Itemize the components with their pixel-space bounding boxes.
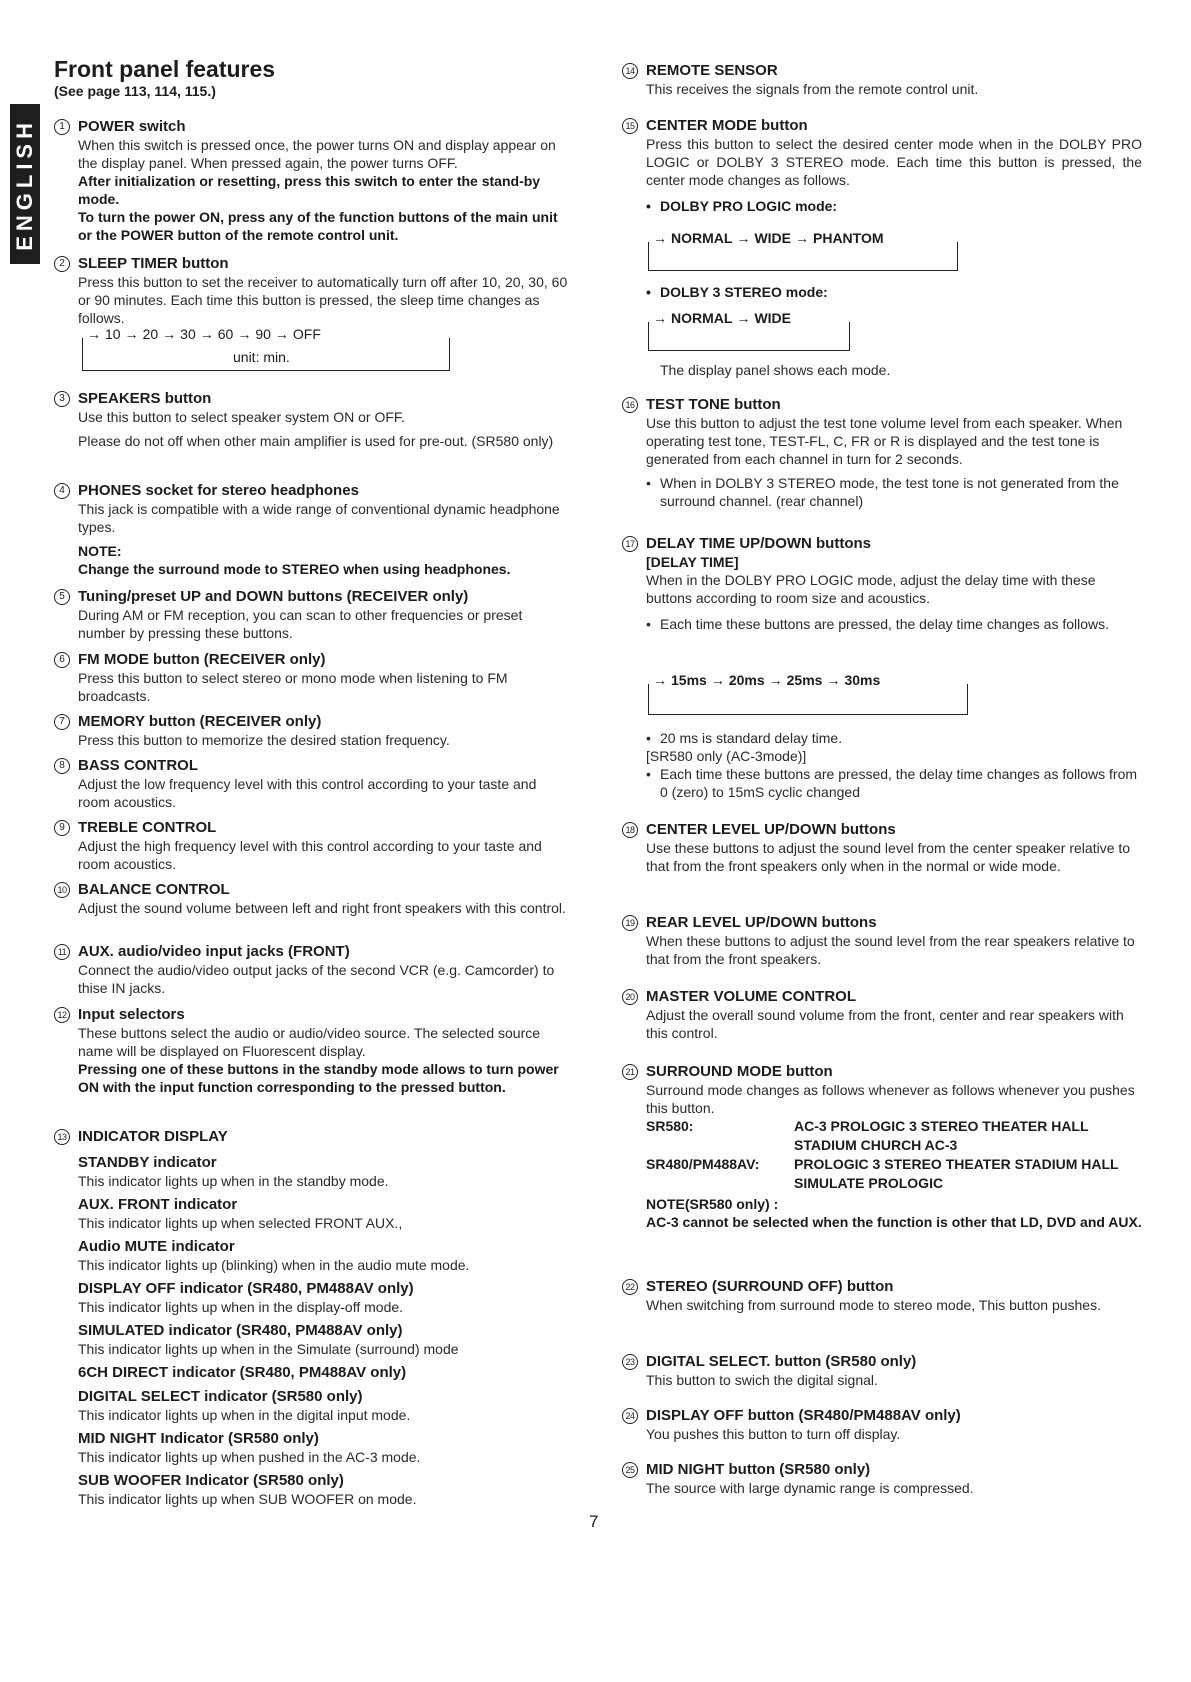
indicator-body: This indicator lights up when in the standby mode. (78, 1173, 389, 1189)
page-number: 7 (589, 1512, 599, 1531)
indicator-body: This indicator lights up when in the digital input mode. (78, 1407, 411, 1423)
item-body: Adjust the overall sound volume from the front, center and rear speakers with this control. (646, 1007, 1124, 1041)
seq-step: WIDE (754, 310, 791, 326)
seq-step: 30 (180, 326, 196, 342)
item-bullet: • 20 ms is standard delay time. (646, 729, 1142, 747)
item-body: When this switch is pressed once, the power turns ON and display appear on the display panel. When pressed again, the power turns OFF. (78, 137, 556, 171)
indicator-title: Audio MUTE indicator (78, 1238, 235, 1255)
item-title: REMOTE SENSOR (646, 62, 778, 79)
mode-label: • DOLBY 3 STEREO mode: (646, 283, 1142, 301)
feature-item (54, 757, 572, 811)
feature-item (622, 1353, 1142, 1389)
feature-item (622, 1278, 1142, 1314)
feature-item (54, 255, 572, 327)
seq-step: 60 (217, 326, 234, 342)
page-subtitle: (See page 113, 114, 115.) (54, 83, 216, 99)
item-title: Tuning/preset UP and DOWN buttons (RECEIVER only) (78, 588, 469, 605)
language-tab (10, 104, 40, 264)
pro-logic-sequence-diagram: → NORMAL → WIDE → PHANTOM (648, 242, 958, 271)
feature-item (54, 588, 572, 642)
seq-step: 30ms (844, 672, 881, 688)
indicator-title: DIGITAL SELECT indicator (SR580 only) (78, 1388, 363, 1405)
item-number: 21 (622, 1064, 638, 1080)
indicator-title: MID NIGHT Indicator (SR580 only) (78, 1430, 319, 1447)
feature-item (622, 117, 1142, 215)
feature-item-cont (622, 283, 1142, 301)
item-title: BALANCE CONTROL (78, 881, 230, 898)
item-title: TEST TONE button (646, 396, 781, 413)
item-body: Use this button to adjust the test tone volume level from each speaker. When operating test tone, TEST-FL, C, FR or R is displayed and the test tone is generated from each channel in turn for 2 seconds. (646, 415, 1123, 467)
item-body: You pushes this button to turn off display. (646, 1426, 901, 1442)
indicator-body: This indicator lights up when in the display-off mode. (78, 1299, 404, 1315)
delay-sequence-diagram: → 15ms → 20ms → 25ms → 30ms (648, 684, 968, 715)
feature-item (622, 535, 1142, 633)
indicator-body: This indicator lights up (blinking) when in the audio mute mode. (78, 1257, 470, 1273)
mode-label: • DOLBY PRO LOGIC mode: (646, 197, 1142, 215)
feature-item (54, 819, 572, 873)
note-label: NOTE: (78, 543, 122, 559)
language-tab-label: ENGLISH (12, 117, 37, 251)
feature-item (622, 1461, 1142, 1497)
item-number: 20 (622, 989, 638, 1005)
item-title: DISPLAY OFF button (SR480/PM488AV only) (646, 1407, 961, 1424)
item-title: DIGITAL SELECT. button (SR580 only) (646, 1353, 917, 1370)
item-number: 15 (622, 118, 638, 134)
seq-step: NORMAL (671, 230, 733, 246)
three-stereo-sequence-diagram: → NORMAL → WIDE (648, 322, 850, 351)
item-number: 2 (54, 256, 70, 272)
feature-item-cont (622, 729, 1142, 801)
seq-step: 90 (255, 326, 271, 342)
item-title: SPEAKERS button (78, 390, 212, 407)
model-modes: PROLOGIC 3 STEREO THEATER STADIUM HALL SIMULATE PROLOGIC (794, 1156, 1119, 1191)
indicator-body: This indicator lights up when pushed in the AC-3 mode. (78, 1449, 421, 1465)
item-title: TREBLE CONTROL (78, 819, 217, 836)
item-number: 24 (622, 1408, 638, 1424)
model-label: SR480/PM488AV: (646, 1156, 760, 1172)
item-number: 18 (622, 822, 638, 838)
item-body: These buttons select the audio or audio/video source. The selected source name will be displayed on Fluorescent display. (78, 1025, 541, 1059)
indicator-list (54, 1154, 572, 1508)
feature-item (54, 482, 572, 578)
indicator-title: AUX. FRONT indicator (78, 1196, 238, 1213)
feature-item (54, 118, 572, 244)
item-title: MEMORY button (RECEIVER only) (78, 713, 322, 730)
item-body: Press this button to memorize the desired station frequency. (78, 732, 450, 748)
item-number: 7 (54, 714, 70, 730)
indicator-body: This indicator lights up when in the Simulate (surround) mode (78, 1341, 459, 1357)
feature-item (54, 390, 572, 450)
feature-item (54, 881, 572, 917)
item-bold-note: To turn the power ON, press any of the function buttons of the main unit or the POWER button of the remote control unit. (78, 209, 558, 243)
seq-step: 10 (105, 326, 121, 342)
item-bold-note: Change the surround mode to STEREO when using headphones. (78, 561, 511, 577)
item-body: When in the DOLBY PRO LOGIC mode, adjust the delay time with these buttons according to room size and acoustics. (646, 572, 1096, 606)
item-title: DELAY TIME UP/DOWN buttons (646, 535, 871, 552)
indicator-title: SIMULATED indicator (SR480, PM488AV only) (78, 1322, 403, 1339)
surround-mode-table (646, 1117, 1142, 1193)
feature-item (622, 1063, 1142, 1231)
item-body: Adjust the low frequency level with this control according to your taste and room acoustics. (78, 776, 537, 810)
feature-item (54, 713, 572, 749)
item-subtitle: [DELAY TIME] (646, 554, 739, 570)
seq-step: OFF (292, 326, 321, 342)
feature-item (622, 396, 1142, 510)
item-number: 3 (54, 391, 70, 407)
item-title: POWER switch (78, 118, 186, 135)
item-body: Please do not off when other main amplifier is used for pre-out. (SR580 only) (78, 433, 554, 449)
indicator-title: 6CH DIRECT indicator (SR480, PM488AV only) (78, 1364, 407, 1381)
seq-step: 15ms (671, 672, 707, 688)
item-number: 5 (54, 589, 70, 605)
item-title: CENTER MODE button (646, 117, 808, 134)
item-bullet: • Each time these buttons are pressed, the delay time changes as follows from 0 (zero) to 15mS cyclic changed (646, 765, 1142, 801)
item-title: PHONES socket for stereo headphones (78, 482, 359, 499)
indicator-body: This indicator lights up when selected FRONT AUX., (78, 1215, 403, 1231)
item-body: Use these buttons to adjust the sound level from the center speaker relative to that from the front speakers only when in the normal or wide mode. (646, 840, 1131, 874)
item-number: 1 (54, 119, 70, 135)
feature-item (54, 1128, 572, 1508)
item-body: The source with large dynamic range is compressed. (646, 1480, 974, 1496)
feature-item (54, 1006, 572, 1096)
item-number: 16 (622, 397, 638, 413)
item-bullet: • When in DOLBY 3 STEREO mode, the test tone is not generated from the surround channel. (rear channel) (646, 474, 1142, 510)
item-body: Press this button to select the desired center mode when in the DOLBY PRO LOGIC or DOLBY 3 STEREO mode. Each time this button is pressed, the center mode changes as follows. (646, 136, 1142, 188)
item-body: This jack is compatible with a wide range of conventional dynamic headphone types. (78, 501, 560, 535)
item-bold-note: Pressing one of these buttons in the standby mode allows to turn power ON with the input function corresponding to the pressed button. (78, 1061, 559, 1095)
feature-item (622, 988, 1142, 1042)
item-title: MASTER VOLUME CONTROL (646, 988, 856, 1005)
item-title: INDICATOR DISPLAY (78, 1128, 228, 1145)
item-number: 4 (54, 483, 70, 499)
item-number: 23 (622, 1354, 638, 1370)
item-body: When these buttons to adjust the sound level from the rear speakers relative to that from the front speakers. (646, 933, 1135, 967)
item-body: When switching from surround mode to stereo mode, This button pushes. (646, 1297, 1101, 1313)
item-title: REAR LEVEL UP/DOWN buttons (646, 914, 877, 931)
seq-step: 25ms (786, 672, 823, 688)
seq-step: WIDE (754, 230, 791, 246)
item-bold-note: AC-3 cannot be selected when the function is other that LD, DVD and AUX. (646, 1214, 1142, 1230)
item-title: FM MODE button (RECEIVER only) (78, 651, 326, 668)
indicator-title: DISPLAY OFF indicator (SR480, PM488AV only) (78, 1280, 414, 1297)
item-number: 13 (54, 1129, 70, 1145)
item-body: Press this button to set the receiver to automatically turn off after 10, 20, 30, 60 or 90 minutes. Each time this button is pressed, the sleep time changes as follows. (78, 274, 568, 326)
item-body: During AM or FM reception, you can scan to other frequencies or preset number by pressing these buttons. (78, 607, 523, 641)
feature-item (622, 1407, 1142, 1443)
item-title: STEREO (SURROUND OFF) button (646, 1278, 894, 1295)
item-title: SURROUND MODE button (646, 1063, 833, 1080)
item-number: 11 (54, 944, 70, 960)
indicator-body: This indicator lights up when SUB WOOFER on mode. (78, 1491, 417, 1507)
item-title: CENTER LEVEL UP/DOWN buttons (646, 821, 896, 838)
item-body: Surround mode changes as follows whenever as follows whenever you pushes this button. (646, 1082, 1135, 1116)
seq-step: NORMAL (671, 310, 733, 326)
item-title: MID NIGHT button (SR580 only) (646, 1461, 871, 1478)
indicator-title: SUB WOOFER Indicator (SR580 only) (78, 1472, 344, 1489)
feature-item (622, 914, 1142, 968)
indicator-title: STANDBY indicator (78, 1154, 217, 1171)
item-note: [SR580 only (AC-3mode)] (646, 748, 807, 764)
item-body: Use this button to select speaker system ON or OFF. (78, 409, 405, 425)
item-bold-note: After initialization or resetting, press this switch to enter the stand-by mode. (78, 173, 541, 207)
item-number: 8 (54, 758, 70, 774)
item-footer: The display panel shows each mode. (660, 362, 891, 378)
item-number: 12 (54, 1007, 70, 1023)
item-number: 10 (54, 882, 70, 898)
page-title: Front panel features (54, 56, 276, 82)
item-body: Connect the audio/video output jacks of the second VCR (e.g. Camcorder) to thise IN jacks. (78, 962, 555, 996)
feature-item (54, 651, 572, 705)
item-number: 22 (622, 1279, 638, 1295)
item-body: This button to swich the digital signal. (646, 1372, 878, 1388)
item-number: 9 (54, 820, 70, 836)
item-title: SLEEP TIMER button (78, 255, 229, 272)
item-body: This receives the signals from the remote control unit. (646, 81, 979, 97)
feature-item (622, 62, 1142, 98)
feature-item (54, 943, 572, 997)
item-body: Adjust the high frequency level with this control according to your taste and room acoustics. (78, 838, 542, 872)
item-title: Input selectors (78, 1006, 185, 1023)
sleep-sequence-diagram: → 10 → 20 → 30 → 60 → 90 → OFF unit: min. (82, 338, 450, 371)
item-number: 19 (622, 915, 638, 931)
feature-item (622, 821, 1142, 875)
item-bullet: • Each time these buttons are pressed, the delay time changes as follows. (646, 615, 1142, 633)
item-title: BASS CONTROL (78, 757, 198, 774)
model-modes: AC-3 PROLOGIC 3 STEREO THEATER HALL STADIUM CHURCH AC-3 (794, 1118, 1089, 1153)
seq-step: PHANTOM (813, 230, 884, 246)
item-number: 14 (622, 63, 638, 79)
model-label: SR580: (646, 1118, 694, 1134)
seq-step: 20 (142, 326, 159, 342)
feature-item-cont (622, 361, 1142, 379)
sequence-unit: unit: min. (233, 349, 290, 365)
seq-step: 20ms (728, 672, 765, 688)
item-title: AUX. audio/video input jacks (FRONT) (78, 943, 350, 960)
item-number: 6 (54, 652, 70, 668)
item-number: 25 (622, 1462, 638, 1478)
item-body: Press this button to select stereo or mono mode when listening to FM broadcasts. (78, 670, 508, 704)
note-label: NOTE(SR580 only) : (646, 1196, 779, 1212)
item-number: 17 (622, 536, 638, 552)
item-body: Adjust the sound volume between left and right front speakers with this control. (78, 900, 566, 916)
